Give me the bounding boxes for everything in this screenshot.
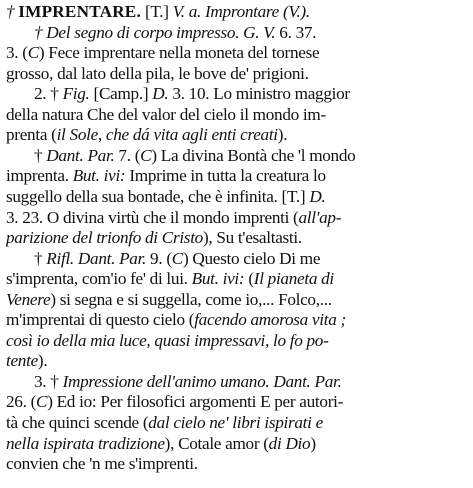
entry-line — [6, 105, 468, 126]
text-run: † Del segno di corpo impresso. G. V. — [34, 22, 276, 42]
text-run: suggello della sua bontade, che è infinita. [T.] — [6, 187, 310, 206]
text-run: D. — [152, 84, 169, 104]
text-run: But. ivi: — [191, 269, 245, 289]
entry-line — [6, 125, 468, 146]
entry-line — [6, 454, 468, 475]
entry-line — [6, 64, 468, 85]
text-run: ) Ed io: Per filosofici argomenti E per autori- — [47, 392, 344, 412]
text-run: prenta ( — [6, 125, 57, 145]
text-run: D. — [309, 187, 326, 206]
text-run: parizione del trionfo di Cristo — [6, 228, 203, 248]
text-run: m'imprentai di questo cielo ( — [6, 310, 195, 330]
entry-line — [6, 392, 468, 413]
entry-line — [6, 351, 468, 372]
entry-line — [6, 2, 468, 23]
text-run: 3. 10. Lo ministro maggior — [168, 84, 350, 104]
entry-line — [34, 249, 468, 270]
entry-line — [34, 372, 468, 393]
text-run: Impressione dell'animo umano. Dant. Par. — [62, 371, 342, 391]
text-run: † — [34, 145, 47, 165]
text-run: † — [6, 2, 15, 21]
text-run: C — [171, 248, 183, 268]
text-run: 3. 23. O divina virtù che il mondo imprenti ( — [6, 207, 299, 227]
text-run: nella ispirata tradizione — [6, 433, 165, 453]
text-run: 7. ( — [114, 145, 141, 165]
text-run: 6. 37. — [275, 22, 317, 42]
text-run: ) Questo cielo Di me — [182, 248, 321, 268]
text-run: ) La divina Bontà che 'l mondo — [151, 145, 356, 165]
text-run: Dant. Par. — [46, 145, 115, 165]
text-run: ), Su t'esaltasti. — [202, 228, 302, 248]
text-run: ) Fece imprentare nella moneta del tornese — [38, 43, 320, 63]
text-run: tente — [6, 351, 38, 371]
text-run: dal cielo ne' libri ispirati e — [148, 413, 323, 432]
text-run: 26. ( — [6, 392, 37, 412]
text-run: C — [140, 145, 152, 165]
text-run: all'ap- — [298, 207, 342, 227]
entry-line — [34, 23, 468, 44]
text-run: C — [36, 392, 48, 412]
entry-line — [6, 187, 468, 208]
entry-line — [6, 269, 468, 290]
text-run: ). — [277, 125, 288, 145]
text-run: convien che 'n me s'imprenti. — [6, 454, 198, 474]
entry-line — [6, 208, 468, 229]
text-run: Il pianeta di — [253, 269, 334, 289]
entry-line — [6, 43, 468, 64]
entry-line — [34, 146, 468, 167]
text-run: grosso, dal lato della pila, le bove de' prigioni. — [6, 63, 309, 83]
text-run: tà che quinci scende ( — [6, 413, 149, 432]
text-run: di Dio — [268, 433, 311, 453]
text-run: 2. † — [34, 84, 63, 104]
text-run: il Sole, che dá vita agli enti creati — [56, 125, 278, 145]
text-run: † — [34, 248, 47, 268]
text-run: Venere — [6, 289, 51, 309]
text-run: 9. ( — [146, 248, 172, 268]
text-run: [T.] — [140, 2, 173, 21]
headword: IMPRENTARE. — [18, 2, 141, 21]
text-run: 3. ( — [6, 43, 28, 63]
entry-line — [6, 413, 468, 434]
text-run: [Camp.] — [89, 84, 153, 104]
text-run: 3. † — [34, 371, 63, 391]
text-run: ( — [244, 269, 254, 289]
text-run: But. ivi: — [72, 166, 126, 186]
text-run: Imprime in tutta la creatura lo — [125, 166, 326, 186]
text-run: imprenta. — [6, 166, 73, 186]
text-run: s'imprenta, com'io fe' di lui. — [6, 269, 192, 289]
text-run: Rifl. Dant. Par. — [46, 248, 147, 268]
text-run: ), Cotale amor ( — [164, 433, 269, 453]
entry-line — [34, 84, 468, 105]
entry-line — [6, 331, 468, 352]
text-run: così io della mia luce, quasi impressavi, lo fo po- — [6, 330, 329, 350]
entry-line — [6, 310, 468, 331]
entry-line — [6, 228, 468, 249]
text-run: ). — [37, 351, 48, 371]
text-run: ) — [310, 433, 316, 453]
text-run: facendo amorosa vita ; — [194, 310, 346, 330]
text-run: ) si segna e si suggella, come io,... Folco,... — [50, 289, 332, 309]
text-run: C — [27, 43, 39, 63]
text-run: V. a. Improntare (V.). — [172, 2, 310, 21]
entry-line — [6, 434, 468, 455]
entry-line — [6, 166, 468, 187]
entry-line — [6, 290, 468, 311]
text-run: della natura Che del valor del cielo il mondo im- — [6, 104, 326, 124]
text-run: Fig. — [62, 84, 90, 104]
